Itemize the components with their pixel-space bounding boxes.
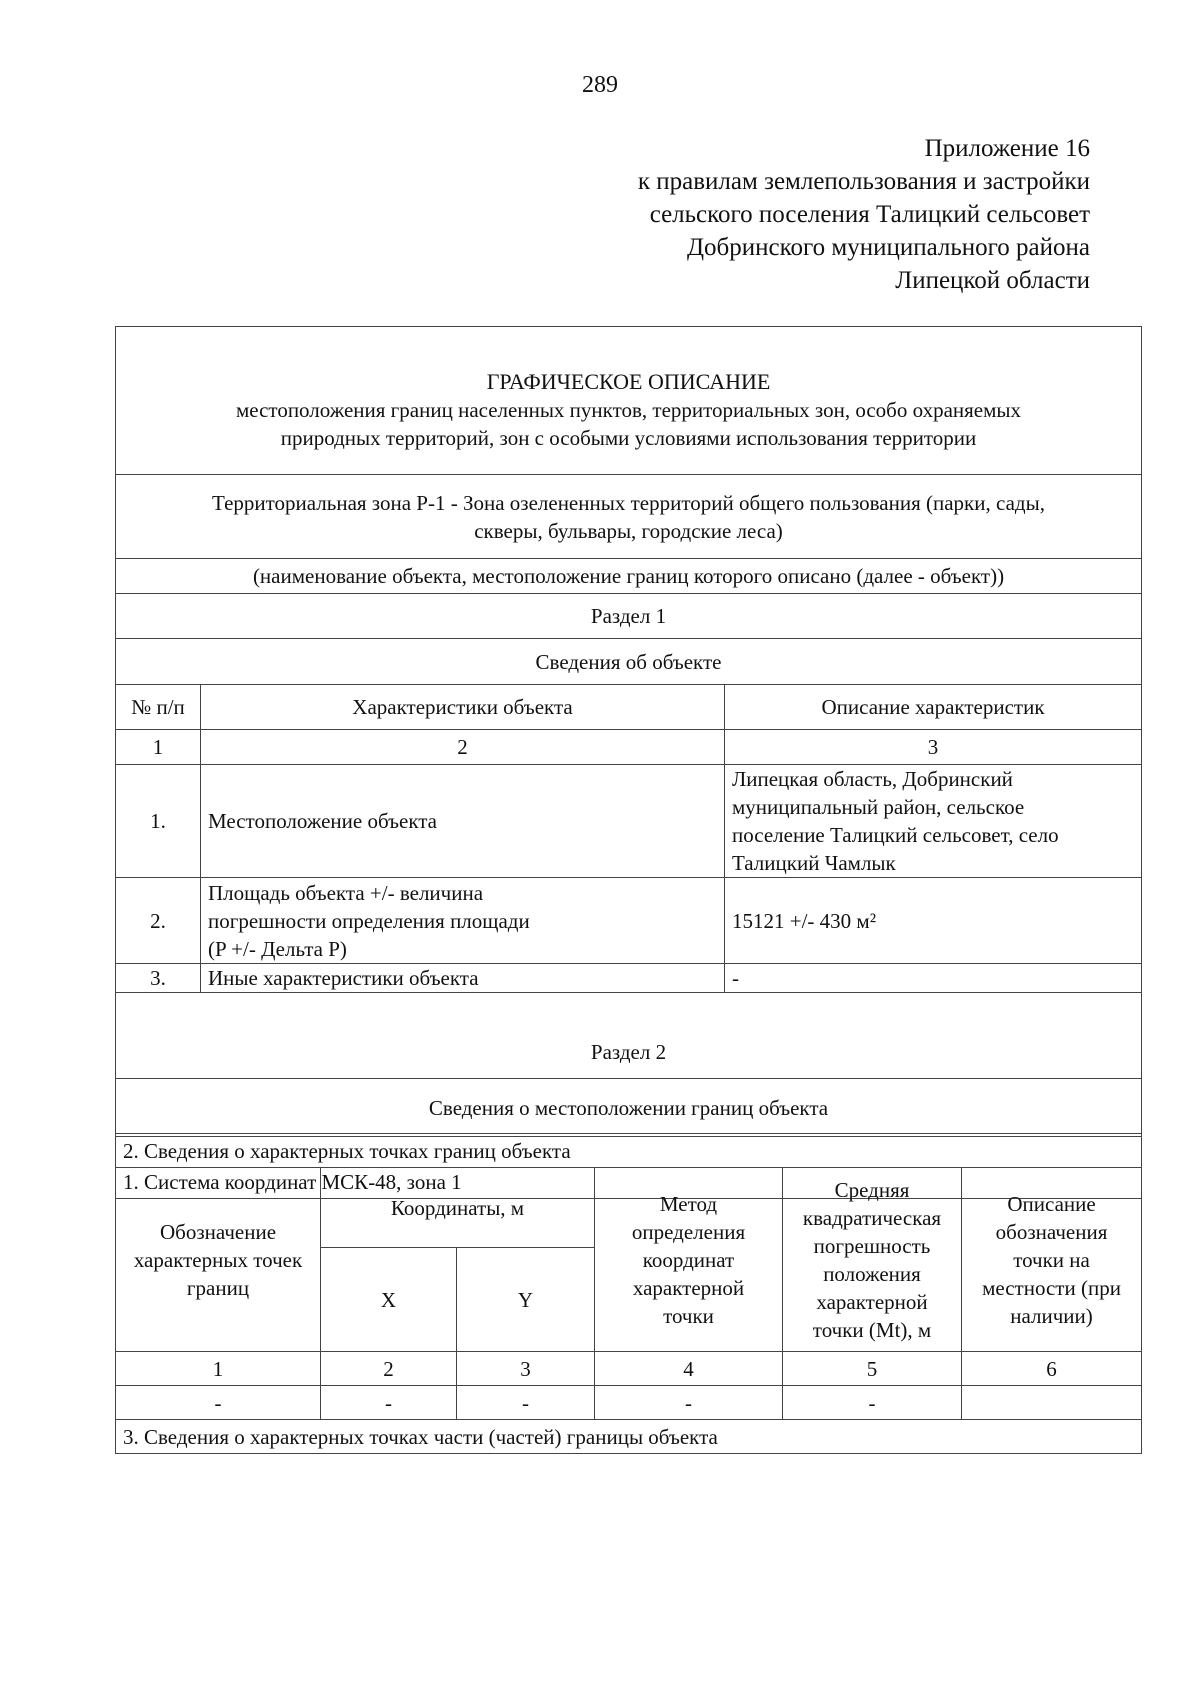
row-value — [725, 765, 1142, 878]
section2-points-table — [115, 1133, 1142, 1454]
column-header-number: № п/п — [116, 685, 201, 730]
header-line: координат — [642, 1247, 735, 1272]
row-characteristic-line: Местоположение объекта — [208, 809, 438, 833]
header-line: обозначения — [995, 1219, 1108, 1244]
table-row — [116, 878, 1142, 964]
column-number: 3 — [725, 730, 1142, 765]
row-value-line: Талицкий Чамлык — [732, 851, 896, 875]
column-number: 2 — [321, 1352, 457, 1386]
row-characteristic-line: погрешности определения площади — [208, 908, 530, 933]
header-line: Средняя — [834, 1177, 910, 1202]
column-header-coordinates: Координаты, м — [321, 1168, 595, 1248]
appendix-line: сельского поселения Талицкий сельсовет — [649, 201, 1090, 228]
row-value-line: поселение Талицкий сельсовет, село — [732, 823, 1059, 847]
row-number: 3. — [116, 964, 201, 993]
header-line: положения — [823, 1261, 921, 1286]
row-value-line: Липецкая область, Добринский — [732, 767, 1013, 791]
row-characteristic-line: Иные характеристики объекта — [208, 966, 479, 990]
header-line: точки на — [1013, 1247, 1090, 1272]
point-cell: - — [116, 1386, 321, 1420]
header-line: местности (при — [982, 1275, 1121, 1300]
column-number: 1 — [116, 730, 201, 765]
section1-title: Раздел 1 — [116, 594, 1142, 639]
row-characteristic-line: (P +/- Дельта P) — [208, 936, 347, 961]
row-number: 1. — [116, 765, 201, 878]
column-number: 2 — [201, 730, 725, 765]
point-cell: - — [321, 1386, 457, 1420]
header-line: определения — [631, 1219, 746, 1244]
point-cell: - — [783, 1386, 962, 1420]
header-line: Обозначение — [159, 1219, 277, 1244]
document-subtitle: природных территорий, зон с особыми условиями использования территории — [280, 425, 977, 450]
object-name-caption: (наименование объекта, местоположение границ которого описано (далее - объект)) — [116, 559, 1142, 594]
document-title-cell — [116, 327, 1142, 475]
column-header-method — [595, 1168, 783, 1352]
appendix-line: Добринского муниципального района — [686, 234, 1090, 261]
point-cell: - — [457, 1386, 595, 1420]
point-cell — [962, 1386, 1142, 1420]
coordinate-system: 1. Система координат МСК-48, зона 1 — [116, 1137, 1142, 1199]
points-title: 2. Сведения о характерных точках границ объекта — [116, 1134, 1142, 1168]
column-header-y: Y — [457, 1248, 595, 1352]
object-name-cell — [116, 475, 1142, 559]
appendix-line: к правилам землепользования и застройки — [637, 168, 1090, 195]
column-header-designation — [116, 1168, 321, 1352]
row-number: 2. — [116, 878, 201, 964]
row-value — [725, 964, 1142, 993]
table-row — [116, 964, 1142, 993]
table-row — [116, 765, 1142, 878]
appendix-header — [638, 132, 1090, 297]
column-number: 6 — [962, 1352, 1142, 1386]
column-number: 5 — [783, 1352, 962, 1386]
row-value-line: 15121 +/- 430 м² — [732, 908, 877, 933]
object-name: Территориальная зона Р-1 - Зона озелененных территорий общего пользования (парки, сады, — [212, 490, 1045, 515]
header-line: характерных точек — [133, 1247, 303, 1272]
column-number: 1 — [116, 1352, 321, 1386]
section1-table — [115, 326, 1142, 1199]
appendix-line: Приложение 16 — [924, 135, 1090, 162]
column-header-x: X — [321, 1248, 457, 1352]
header-line: точки (Mt), м — [812, 1317, 932, 1342]
header-line: Описание — [1007, 1191, 1096, 1216]
column-header-description: Описание характеристик — [725, 685, 1142, 730]
table-row — [116, 1386, 1142, 1420]
section2-title: Раздел 2 — [116, 993, 1142, 1079]
row-characteristic — [201, 878, 725, 964]
header-line: характерной — [632, 1275, 745, 1300]
header-line: погрешность — [813, 1233, 931, 1258]
column-header-point-description — [962, 1168, 1142, 1352]
header-line: границ — [186, 1275, 250, 1300]
row-value-line: - — [732, 966, 739, 990]
appendix-line: Липецкой области — [895, 267, 1090, 294]
point-cell: - — [595, 1386, 783, 1420]
header-line: Метод — [659, 1191, 718, 1216]
page-number: 289 — [582, 72, 618, 98]
header-line: точки — [663, 1303, 714, 1328]
row-characteristic — [201, 765, 725, 878]
header-line: квадратическая — [802, 1205, 942, 1230]
column-number: 3 — [457, 1352, 595, 1386]
parts-title: 3. Сведения о характерных точках части (частей) границы объекта — [116, 1420, 1142, 1454]
column-header-error — [783, 1168, 962, 1352]
column-header-characteristic: Характеристики объекта — [201, 685, 725, 730]
header-line: характерной — [816, 1289, 928, 1314]
section1-subtitle: Сведения об объекте — [116, 639, 1142, 685]
row-value — [725, 878, 1142, 964]
row-characteristic — [201, 964, 725, 993]
row-characteristic-line: Площадь объекта +/- величина — [208, 880, 484, 905]
row-value-line: муниципальный район, сельское — [732, 795, 1025, 819]
column-number: 4 — [595, 1352, 783, 1386]
header-line: наличии) — [1010, 1303, 1093, 1328]
section2-subtitle: Сведения о местоположении границ объекта — [116, 1079, 1142, 1137]
object-name: скверы, бульвары, городские леса) — [474, 518, 783, 543]
document-subtitle: местоположения границ населенных пунктов, территориальных зон, особо охраняемых — [235, 397, 1022, 422]
document-title: ГРАФИЧЕСКОЕ ОПИСАНИЕ — [486, 368, 771, 394]
